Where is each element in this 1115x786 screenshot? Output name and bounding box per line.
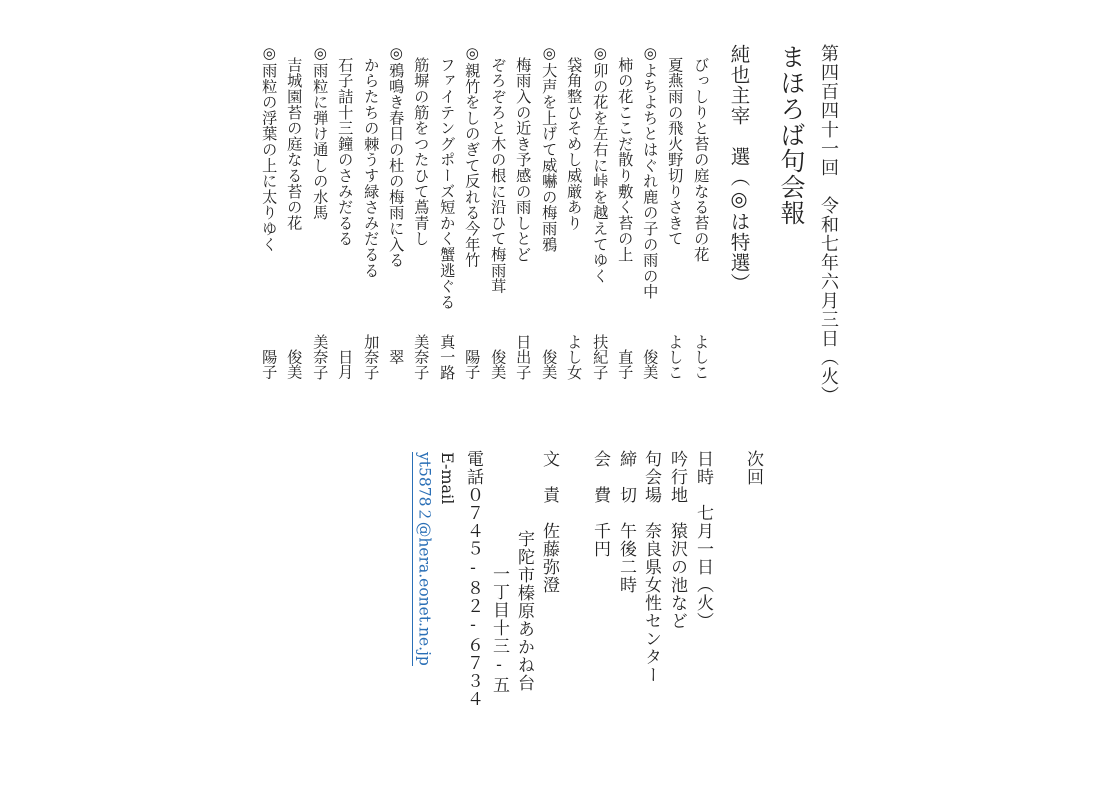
haiku-author: 直子 (616, 349, 635, 380)
haiku-author: 加奈子 (362, 334, 381, 380)
selector-line: 純也主宰 選（◎は特選） (727, 44, 751, 294)
next-walk-location: 吟行地 猿沢の池など (667, 450, 687, 630)
haiku-text: 梅雨入の近き予感の雨しとど (514, 57, 533, 263)
haiku-author: 真一路 (438, 334, 457, 380)
email-link[interactable]: yt5878２@hera.eonet.ne.jp (412, 452, 432, 666)
haiku-author: 陽子 (260, 349, 279, 380)
next-venue: 句会場 奈良県女性センター (641, 450, 661, 684)
haiku-text: ◎大声を上げて威嚇の梅雨鴉 (540, 44, 559, 253)
haiku-author: よしこ (666, 334, 685, 380)
next-date: 日時 七月一日（火） (693, 450, 713, 630)
haiku-author: 扶紀子 (591, 334, 610, 380)
haiku-author: 俊美 (285, 349, 304, 380)
haiku-author: 美奈子 (412, 334, 431, 380)
next-fee: 会 費 千円 (590, 450, 610, 558)
haiku-text: ◎鴉鳴き春日の杜の梅雨に入る (387, 44, 406, 268)
haiku-author: 陽子 (463, 349, 482, 380)
haiku-author: よし女 (565, 334, 584, 380)
haiku-text: ◎親竹をしのぎて反れる今年竹 (463, 44, 482, 268)
haiku-text: ◎雨粒の浮葉の上に太りゆく (260, 44, 279, 253)
haiku-text: 吉城園苔の庭なる苔の花 (285, 57, 304, 231)
haiku-text: びっしりと苔の庭なる苔の花 (692, 57, 711, 263)
haiku-author: よしこ (692, 334, 711, 380)
haiku-author: 俊美 (540, 349, 559, 380)
issue-date: 第四百四十一回 令和七年六月三日（火） (818, 44, 839, 405)
editor-address-1: 宇陀市榛原あかね台 (514, 530, 534, 692)
haiku-author: 日月 (336, 349, 355, 380)
haiku-text: 袋角整ひそめし威厳あり (565, 57, 584, 231)
haiku-author: 日出子 (514, 334, 533, 380)
haiku-text: ぞろぞろと木の根に沿ひて梅雨茸 (489, 57, 508, 294)
next-meeting-heading: 次回 (743, 450, 763, 486)
page-title: まほろば句会報 (777, 44, 806, 226)
haiku-text: 夏燕雨の飛火野切りさきて (666, 57, 685, 247)
haiku-text: ◎卯の花を左右に峠を越えてゆく (591, 44, 610, 284)
haiku-author: 俊美 (641, 349, 660, 380)
haiku-text: からたちの棘うす緑さみだるる (362, 57, 381, 279)
phone-number: 電話０７４５-８２-６７３４ (463, 450, 483, 708)
haiku-text: 石子詰十三鐘のさみだるる (336, 57, 355, 247)
haiku-text: ◎雨粒に弾け通しの水馬 (311, 44, 330, 221)
haiku-author: 俊美 (489, 349, 508, 380)
haiku-text: 柿の花ここだ散り敷く苔の上 (616, 57, 635, 263)
haiku-text: ◎よちよちとはぐれ鹿の子の雨の中 (641, 44, 660, 300)
email-label: E-mail (438, 452, 457, 505)
haiku-author: 美奈子 (311, 334, 330, 380)
next-deadline: 締 切 午後二時 (616, 450, 636, 594)
haiku-text: ファイテングポーズ短かく蟹逃ぐる (438, 57, 457, 310)
editor-name: 文 責 佐藤弥澄 (539, 450, 559, 594)
editor-address-2: 一丁目十三-五 (489, 565, 509, 694)
haiku-text: 筋塀の筋をつたひて蔦青し (412, 57, 431, 247)
haiku-author: 翠 (387, 349, 406, 365)
